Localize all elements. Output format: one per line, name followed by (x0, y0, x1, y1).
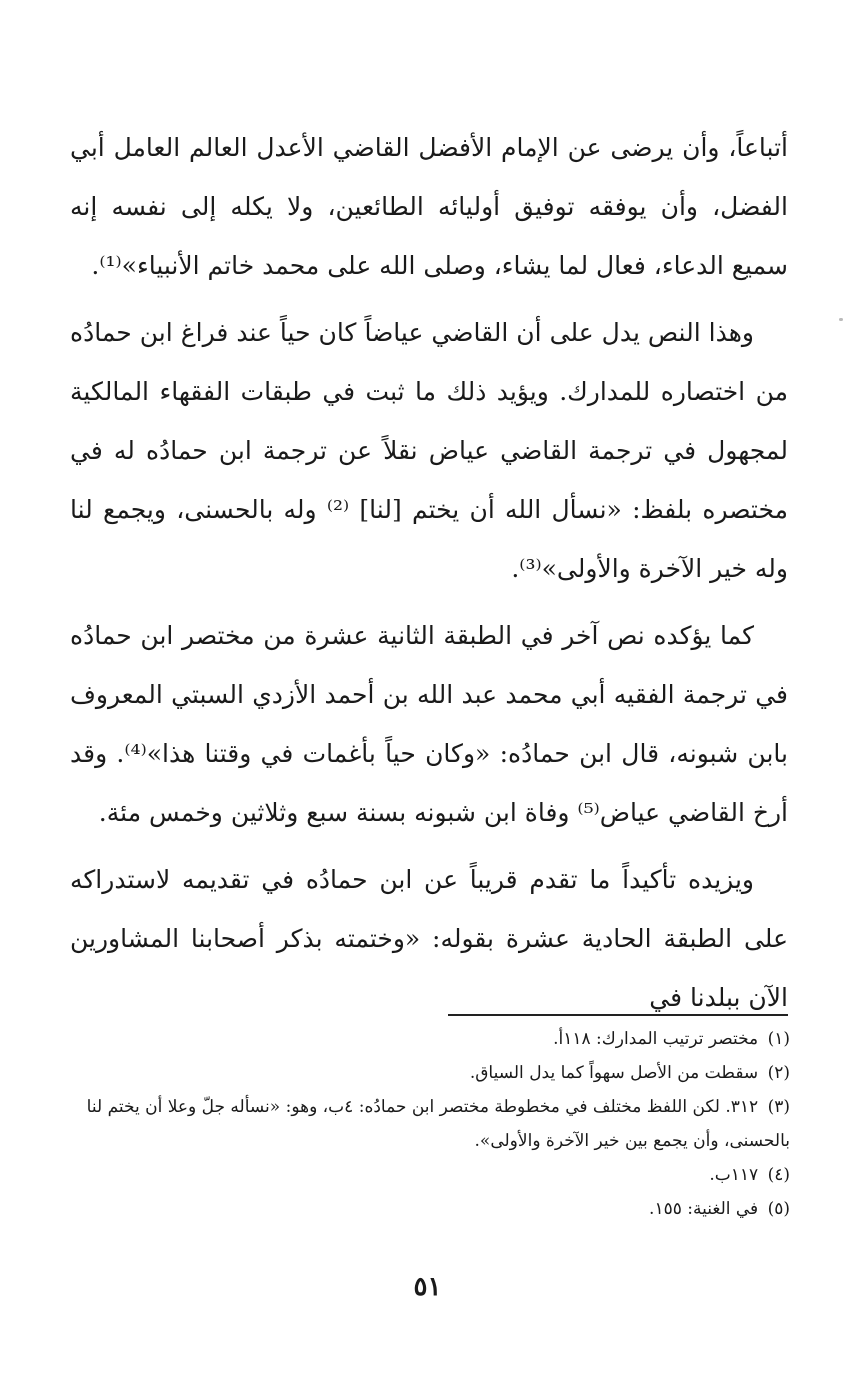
footnote-text: ٣١٢. لكن اللفظ مختلف في مخطوطة مختصر ابن حمادُه: ٤ب، وهو: «نسأله جلّ وعلا أن يختم لنا بالحسنى، وأن يجمع بين خير الآخرة والأولى». (86, 1097, 790, 1151)
footnote (60, 1158, 790, 1192)
paragraph: وهذا النص يدل على أن القاضي عياضاً كان حياً عند فراغ ابن حمادُه من اختصاره للمدارك. ويؤيد ذلك ما ثبت في طبقات الفقهاء المالكية لمجهول في ترجمة القاضي عياض نقلاً عن ترجمة ابن حمادُه له في مختصره بلفظ: «نسأل الله أن يختم [لنا] ⁽²⁾ وله بالحسنى، ويجمع لنا وله خير الآخرة والأولى»⁽³⁾. (70, 318, 788, 583)
footnote-text: سقطت من الأصل سهواً كما يدل السياق. (469, 1063, 759, 1083)
paragraph: ويزيده تأكيداً ما تقدم قريباً عن ابن حمادُه في تقديمه لاستدراكه على الطبقة الحادية عشرة بقوله: «وختمته بذكر أصحابنا المشاورين الآن ببلدنا في (70, 865, 788, 1012)
footnote-number: (١) (767, 1029, 790, 1049)
main-text (70, 118, 788, 1035)
footnote-text: ١١٧ب. (709, 1165, 759, 1185)
footnote-number: (٥) (767, 1199, 790, 1219)
footnote-number: (٤) (767, 1165, 790, 1185)
footnote (60, 1090, 790, 1158)
footnote (60, 1192, 790, 1226)
footnote-number: (٣) (767, 1097, 790, 1117)
footnote (60, 1022, 790, 1056)
paragraph: أتباعاً، وأن يرضى عن الإمام الأفضل القاضي الأعدل العالم العامل أبي الفضل، وأن يوفقه توفيق أوليائه الطائعين، ولا يكله إلى نفسه إنه سميع الدعاء، فعال لما يشاء، وصلى الله على محمد خاتم الأنبياء»⁽¹⁾. (70, 133, 788, 280)
scan-speck (839, 318, 843, 321)
footnotes (60, 1022, 790, 1226)
paragraph: كما يؤكده نص آخر في الطبقة الثانية عشرة من مختصر ابن حمادُه في ترجمة الفقيه أبي محمد عبد الله بن أحمد الأزدي السبتي المعروف بابن شبونه، قال ابن حمادُه: «وكان حياً بأغمات في وقتنا هذا»⁽⁴⁾. وقد أرخ القاضي عياض⁽⁵⁾ وفاة ابن شبونه بسنة سبع وثلاثين وخمس مئة. (70, 621, 788, 827)
footnote-number: (٢) (767, 1063, 790, 1083)
footnote-text: في الغنية: ١٥٥. (649, 1199, 759, 1219)
footnote-text: مختصر ترتيب المدارك: ١١٨أ. (553, 1029, 759, 1049)
footnote (60, 1056, 790, 1090)
footnote-separator (448, 1014, 788, 1016)
page-number: ٥١ (413, 1272, 442, 1302)
